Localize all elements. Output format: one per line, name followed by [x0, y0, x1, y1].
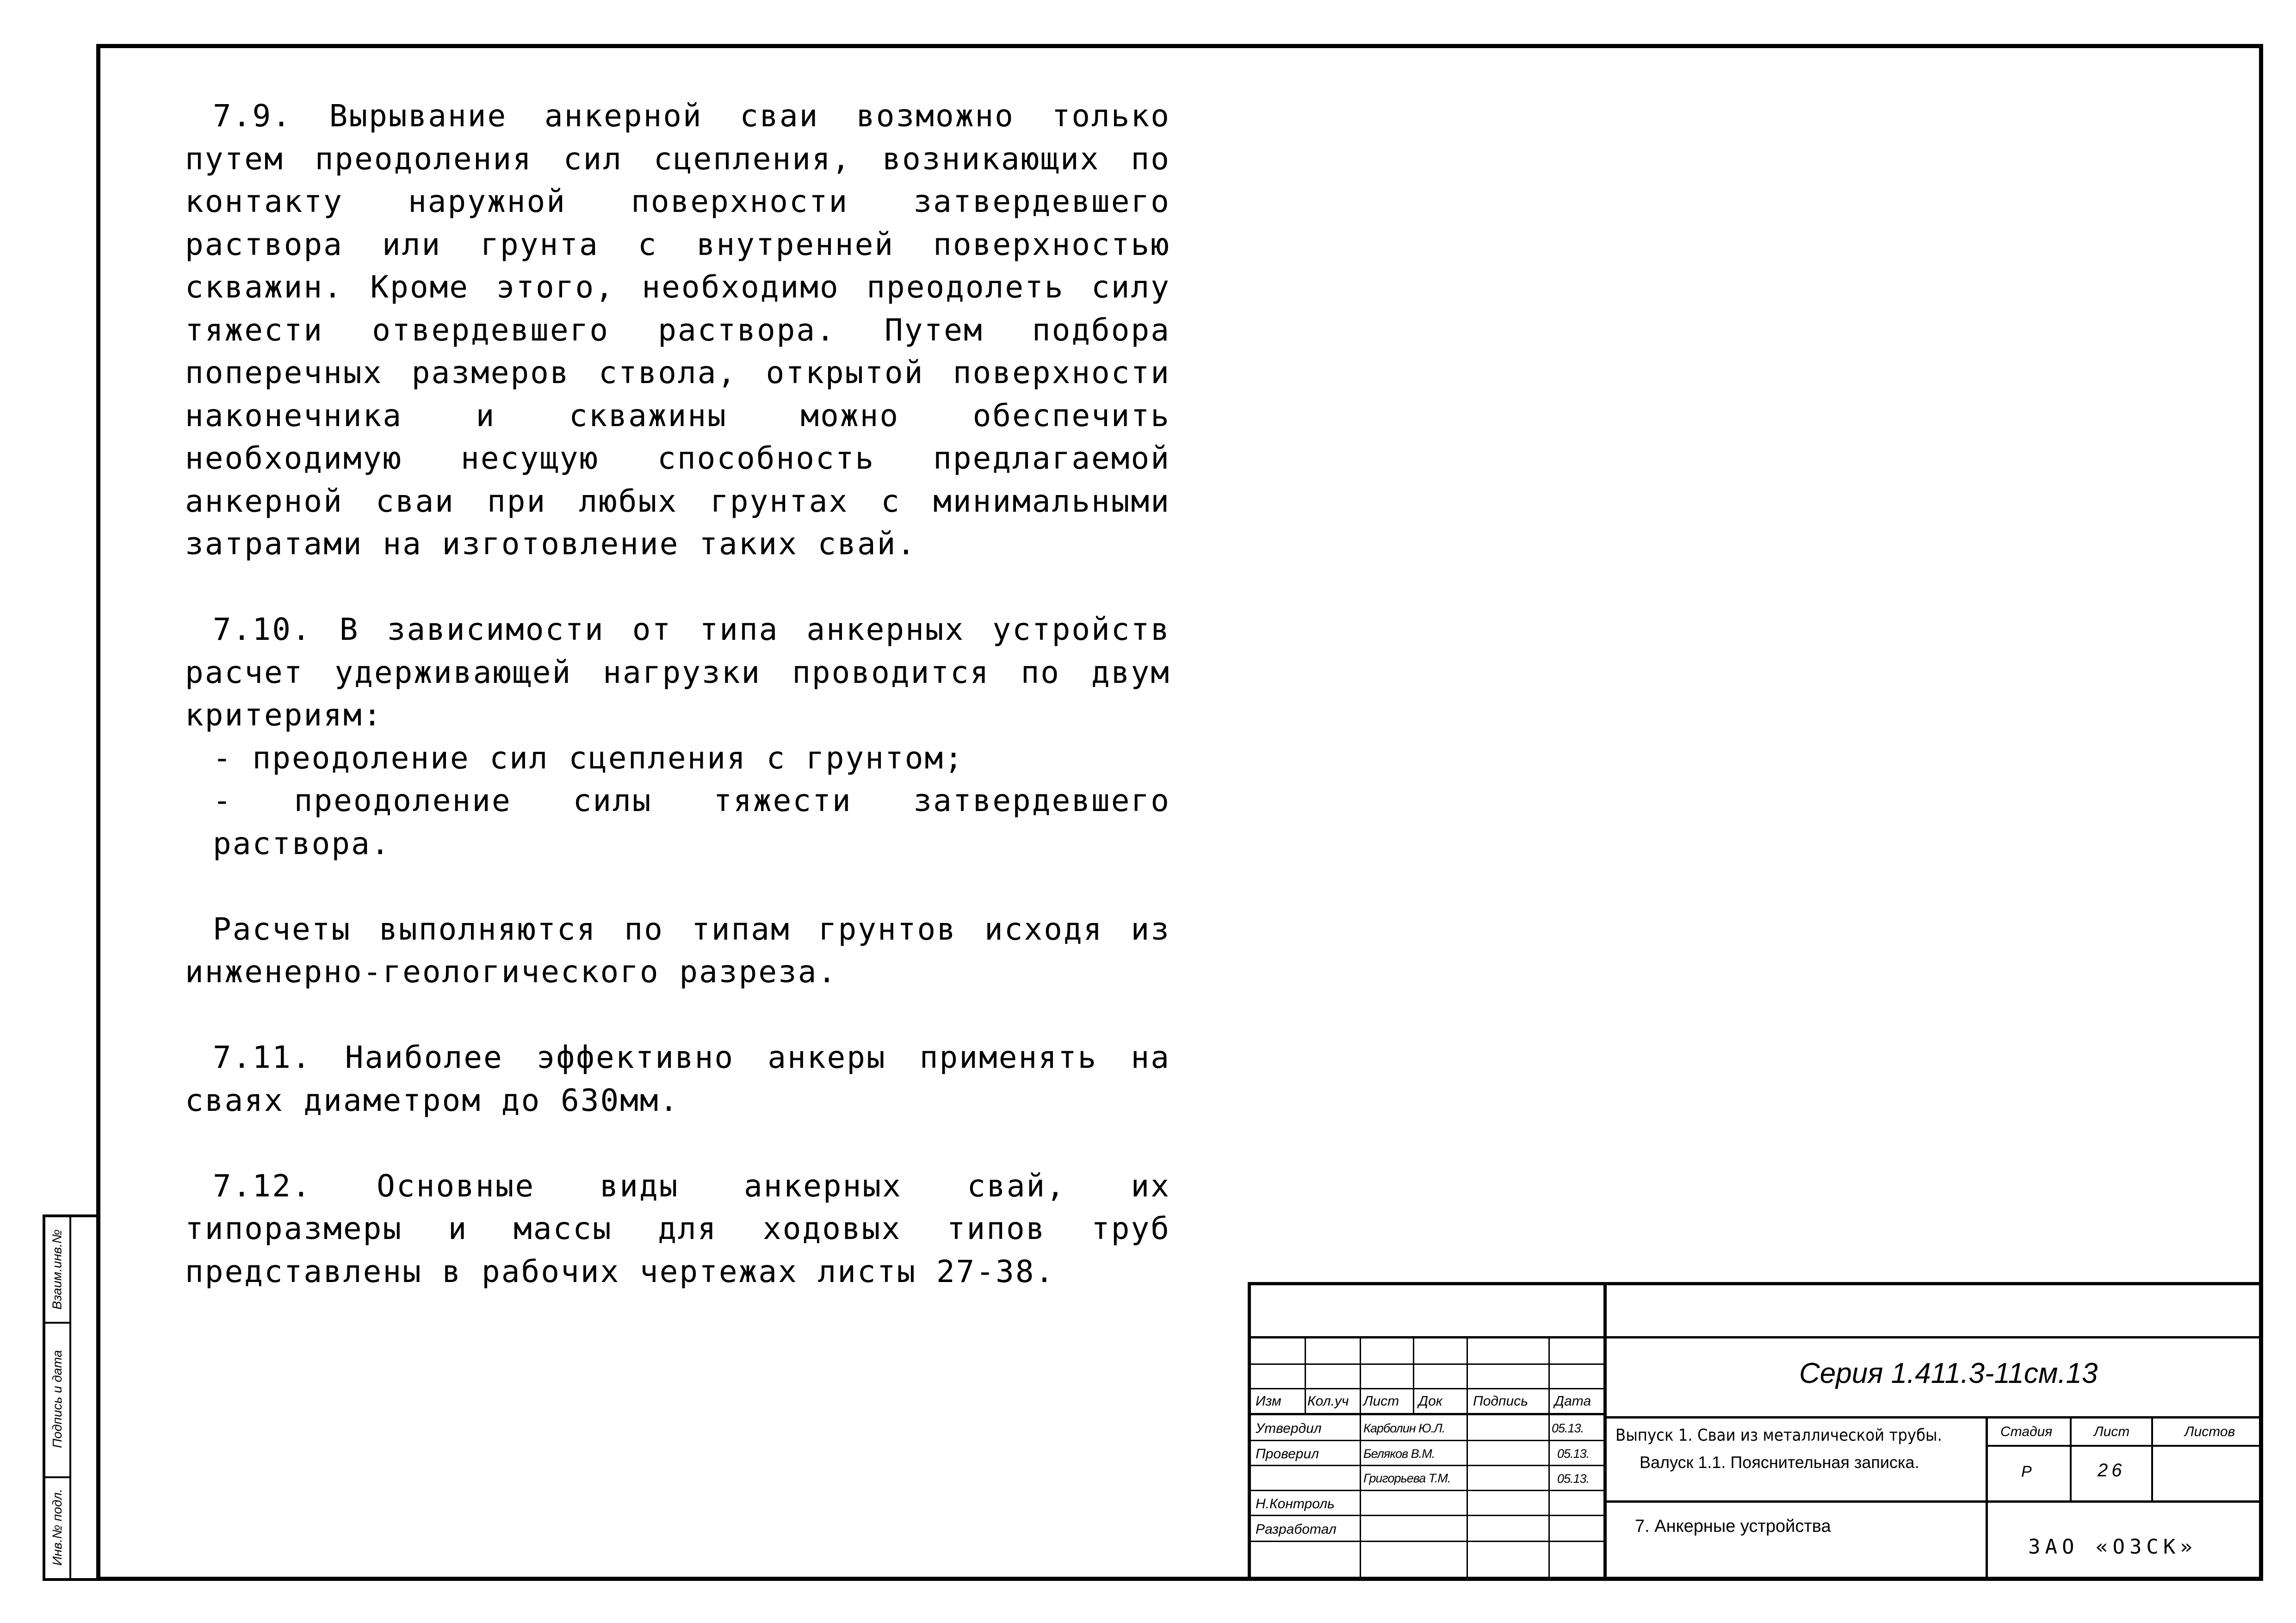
- role-utverdil: Утвердил: [1256, 1421, 1322, 1436]
- side-stamp-middle: Подпись и дата: [50, 1350, 64, 1448]
- side-stamp-bottom: Инв.№ подл.: [50, 1489, 64, 1566]
- date-row-1: 05.13.: [1552, 1421, 1584, 1435]
- header-kol: Кол.уч: [1307, 1394, 1349, 1409]
- paragraph-7-9: 7.9. Вырывание анкерной сваи возможно только путем преодоления сил сцепления, возникающих по контакту наружной поверхности затвердевшего раствора или грунта с внутренней поверхностью скважин. Кроме этого, необходимо преодолеть силу тяжести отвердевшего раствора. Путем подбора поперечных размеров ствола, открытой поверхности наконечника и скважины можно обеспечить необходимую несущую способность предлагаемой анкерной сваи при любых грунтах с минимальными затратами на изготовление таких свай.: [185, 98, 1170, 562]
- header-dok: Док: [1418, 1394, 1442, 1409]
- role-proveril: Проверил: [1256, 1446, 1319, 1462]
- name-karbolin: Карболин Ю.Л.: [1363, 1421, 1445, 1435]
- criteria-item-1: - преодоление сил сцепления с грунтом;: [213, 740, 964, 776]
- role-razrabotal: Разработал: [1256, 1522, 1337, 1537]
- header-data: Дата: [1554, 1394, 1591, 1409]
- sheet-label: Лист: [2094, 1424, 2130, 1439]
- paragraph-7-10: 7.10. В зависимости от типа анкерных устройств расчет удерживающей нагрузки проводится по двум критериям:: [185, 612, 1170, 733]
- issue-line-1: Выпуск 1. Сваи из металлической трубы.: [1615, 1426, 1942, 1445]
- name-belyakov: Беляков В.М.: [1363, 1447, 1435, 1461]
- explanatory-text: [185, 95, 1170, 1293]
- role-n-kontrol: Н.Контроль: [1256, 1496, 1335, 1511]
- series-title: Серия 1.411.3-11см.13: [1799, 1357, 2098, 1389]
- sheets-label: Листов: [2185, 1424, 2235, 1439]
- header-list: Лист: [1363, 1394, 1399, 1409]
- criteria-item-2: - преодоление силы тяжести затвердевшего раствора.: [213, 783, 1170, 861]
- header-izm: Изм: [1256, 1394, 1281, 1409]
- name-grigorieva: Григорьева Т.М.: [1363, 1471, 1451, 1485]
- paragraph-7-11: 7.11. Наиболее эффективно анкеры применять на сваях диаметром до 630мм.: [185, 1040, 1170, 1118]
- stage-label: Стадия: [2000, 1424, 2053, 1439]
- side-stamp-top: Взаим.инв.№: [50, 1229, 65, 1310]
- organization-name: ЗАО «ОЗСК»: [2028, 1535, 2197, 1559]
- paragraph-calculations: Расчеты выполняются по типам грунтов исходя из инженерно-геологического разреза.: [185, 911, 1170, 990]
- stage-value: Р: [2021, 1463, 2032, 1481]
- date-row-3: 05.13.: [1557, 1472, 1590, 1486]
- side-stamp: [43, 1214, 96, 1581]
- header-podpis: Подпись: [1473, 1394, 1528, 1409]
- date-row-2: 05.13.: [1557, 1447, 1590, 1461]
- title-block: [1248, 1282, 2263, 1581]
- paragraph-7-12: 7.12. Основные виды анкерных свай, их типоразмеры и массы для ходовых типов труб представлены в рабочих чертежах листы 27-38.: [185, 1168, 1170, 1289]
- section-title: 7. Анкерные устройства: [1635, 1517, 1831, 1536]
- sheet-number: 26: [2098, 1460, 2126, 1481]
- issue-line-2: Валуск 1.1. Пояснительная записка.: [1640, 1453, 1919, 1472]
